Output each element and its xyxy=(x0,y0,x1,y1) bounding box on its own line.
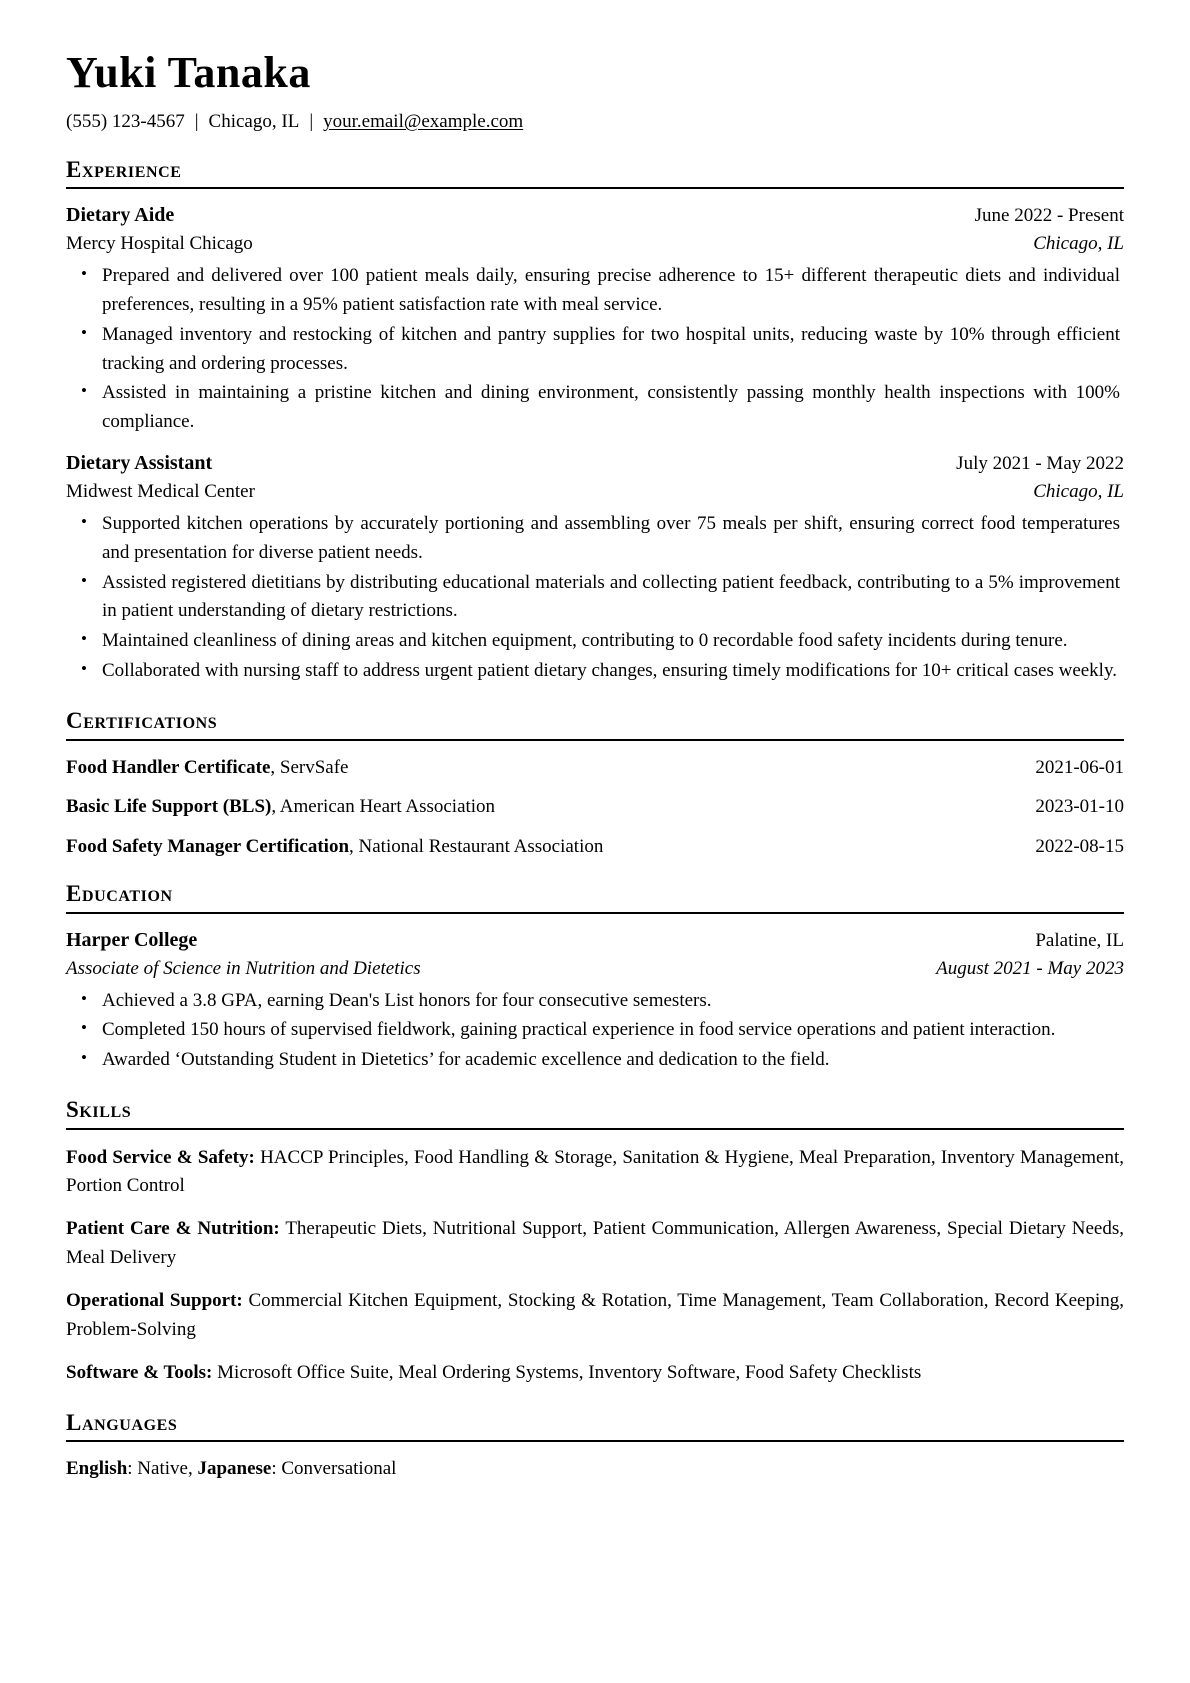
certification-issuer: , National Restaurant Association xyxy=(349,835,604,857)
certification-text xyxy=(66,755,348,781)
skill-group xyxy=(66,1359,1124,1388)
certification-text xyxy=(66,834,603,860)
skill-group xyxy=(66,1287,1124,1345)
education-bullet-list xyxy=(66,987,1124,1076)
bullet-item: • Assisted registered dietitians by distributing educational materials and collecting patient feedback, contributing to a 5% improvement in patient understanding of dietary restrictions. xyxy=(100,569,1120,627)
language-proficiency: : Conversational xyxy=(271,1458,397,1480)
language-name: English xyxy=(66,1458,128,1480)
section-heading-experience: Experience xyxy=(66,156,182,182)
experience-title-row xyxy=(66,202,1124,229)
language-name: Japanese xyxy=(197,1458,272,1480)
certifications-section xyxy=(52,708,1138,859)
bullet-item: • Prepared and delivered over 100 patient meals daily, ensuring precise adherence to 15+ different therapeutic diets and individual preferences, resulting in a 95% patient satisfaction rate with meal service. xyxy=(100,262,1120,320)
degree-name: Associate of Science in Nutrition and Dietetics xyxy=(66,957,421,979)
skill-category-label: Operational Support: xyxy=(66,1290,243,1312)
education-degree-row xyxy=(66,956,1124,982)
education-section xyxy=(52,881,1138,1075)
section-divider xyxy=(66,187,1124,189)
languages-section xyxy=(52,1410,1138,1483)
skill-items: HACCP Principles, Food Handling & Storage, Sanitation & Hygiene, Meal Preparation, Inventory Management, Portion Control xyxy=(66,1146,1124,1197)
skill-group xyxy=(66,1144,1124,1202)
section-heading-skills: Skills xyxy=(66,1097,132,1123)
section-divider xyxy=(66,1440,1124,1442)
bullet-item: • Completed 150 hours of supervised fieldwork, gaining practical experience in food service operations and patient interaction. xyxy=(100,1016,1120,1045)
experience-bullet-list xyxy=(66,262,1124,437)
certification-issuer: , ServSafe xyxy=(270,756,349,778)
certification-text xyxy=(66,794,495,820)
education-entry xyxy=(66,927,1124,1075)
languages-line xyxy=(66,1456,1124,1483)
phone-number: (555) 123-4567 xyxy=(66,111,185,133)
employer-name: Midwest Medical Center xyxy=(66,481,255,503)
experience-section xyxy=(52,157,1138,686)
certification-date: 2021-06-01 xyxy=(1035,756,1124,778)
bullet-item: • Maintained cleanliness of dining areas and kitchen equipment, contributing to 0 recordable food safety incidents during tenure. xyxy=(100,627,1120,656)
job-title: Dietary Aide xyxy=(66,204,175,227)
bullet-item: • Assisted in maintaining a pristine kitchen and dining environment, consistently passing monthly health inspections with 100% compliance. xyxy=(100,379,1120,437)
school-name: Harper College xyxy=(66,928,198,951)
job-location: Chicago, IL xyxy=(1033,233,1124,255)
contact-line xyxy=(66,110,1138,135)
certification-name: Basic Life Support (BLS) xyxy=(66,796,272,818)
skill-items: Commercial Kitchen Equipment, Stocking & Rotation, Time Management, Team Collaboration, Record Keeping, Problem-Solving xyxy=(66,1290,1124,1340)
employer-name: Mercy Hospital Chicago xyxy=(66,233,253,255)
section-divider xyxy=(66,739,1124,741)
bullet-item: • Collaborated with nursing staff to address urgent patient dietary changes, ensuring timely modifications for 10+ critical cases weekly. xyxy=(100,657,1120,686)
skill-items: Therapeutic Diets, Nutritional Support, Patient Communication, Allergen Awareness, Special Dietary Needs, Meal Delivery xyxy=(66,1218,1124,1269)
section-heading-education: Education xyxy=(66,881,173,907)
experience-bullet-list xyxy=(66,510,1124,686)
email-link[interactable]: your.email@example.com xyxy=(323,111,524,133)
contact-separator: | xyxy=(309,111,314,133)
certification-issuer: , American Heart Association xyxy=(271,796,496,818)
experience-title-row xyxy=(66,450,1124,477)
resume-header xyxy=(52,50,1138,135)
job-dates: June 2022 - Present xyxy=(974,205,1124,227)
experience-entry xyxy=(66,202,1124,437)
bullet-item: • Supported kitchen operations by accurately portioning and assembling over 75 meals per shift, ensuring correct food temperatures and presentation for diverse patient needs. xyxy=(100,510,1120,568)
skill-category-label: Patient Care & Nutrition: xyxy=(66,1218,280,1240)
skill-category-label: Food Service & Safety: xyxy=(66,1146,255,1168)
section-heading-certifications: Certifications xyxy=(66,708,218,734)
job-location: Chicago, IL xyxy=(1033,481,1124,503)
school-location: Palatine, IL xyxy=(1035,929,1124,951)
location-text: Chicago, IL xyxy=(208,111,300,133)
bullet-item: • Achieved a 3.8 GPA, earning Dean's List honors for four consecutive semesters. xyxy=(100,987,1120,1016)
section-divider xyxy=(66,912,1124,914)
bullet-item: • Managed inventory and restocking of kitchen and pantry supplies for two hospital units, reducing waste by 10% through efficient tracking and ordering processes. xyxy=(100,321,1120,379)
certification-date: 2023-01-10 xyxy=(1035,796,1124,818)
job-title: Dietary Assistant xyxy=(66,452,213,475)
contact-separator: | xyxy=(194,111,199,133)
skill-group xyxy=(66,1215,1124,1273)
certification-date: 2022-08-15 xyxy=(1035,835,1124,857)
skill-items: Microsoft Office Suite, Meal Ordering Systems, Inventory Software, Food Safety Checklists xyxy=(212,1361,922,1383)
degree-dates: August 2021 - May 2023 xyxy=(936,957,1124,979)
experience-org-row xyxy=(66,479,1124,505)
experience-org-row xyxy=(66,231,1124,257)
section-divider xyxy=(66,1128,1124,1130)
language-proficiency: : Native, xyxy=(127,1458,198,1480)
experience-entry xyxy=(66,450,1124,686)
bullet-item: • Awarded ‘Outstanding Student in Dietetics’ for academic excellence and dedication to the field. xyxy=(100,1046,1120,1075)
certification-row xyxy=(66,834,1124,860)
candidate-name: Yuki Tanaka xyxy=(66,48,311,97)
job-dates: July 2021 - May 2022 xyxy=(956,453,1124,475)
skill-category-label: Software & Tools: xyxy=(66,1361,213,1383)
education-school-row xyxy=(66,927,1124,954)
certification-name: Food Handler Certificate xyxy=(66,756,271,778)
section-heading-languages: Languages xyxy=(66,1409,178,1435)
certification-name: Food Safety Manager Certification xyxy=(66,835,350,857)
certification-row xyxy=(66,755,1124,781)
certification-row xyxy=(66,794,1124,820)
skills-section xyxy=(52,1097,1138,1388)
